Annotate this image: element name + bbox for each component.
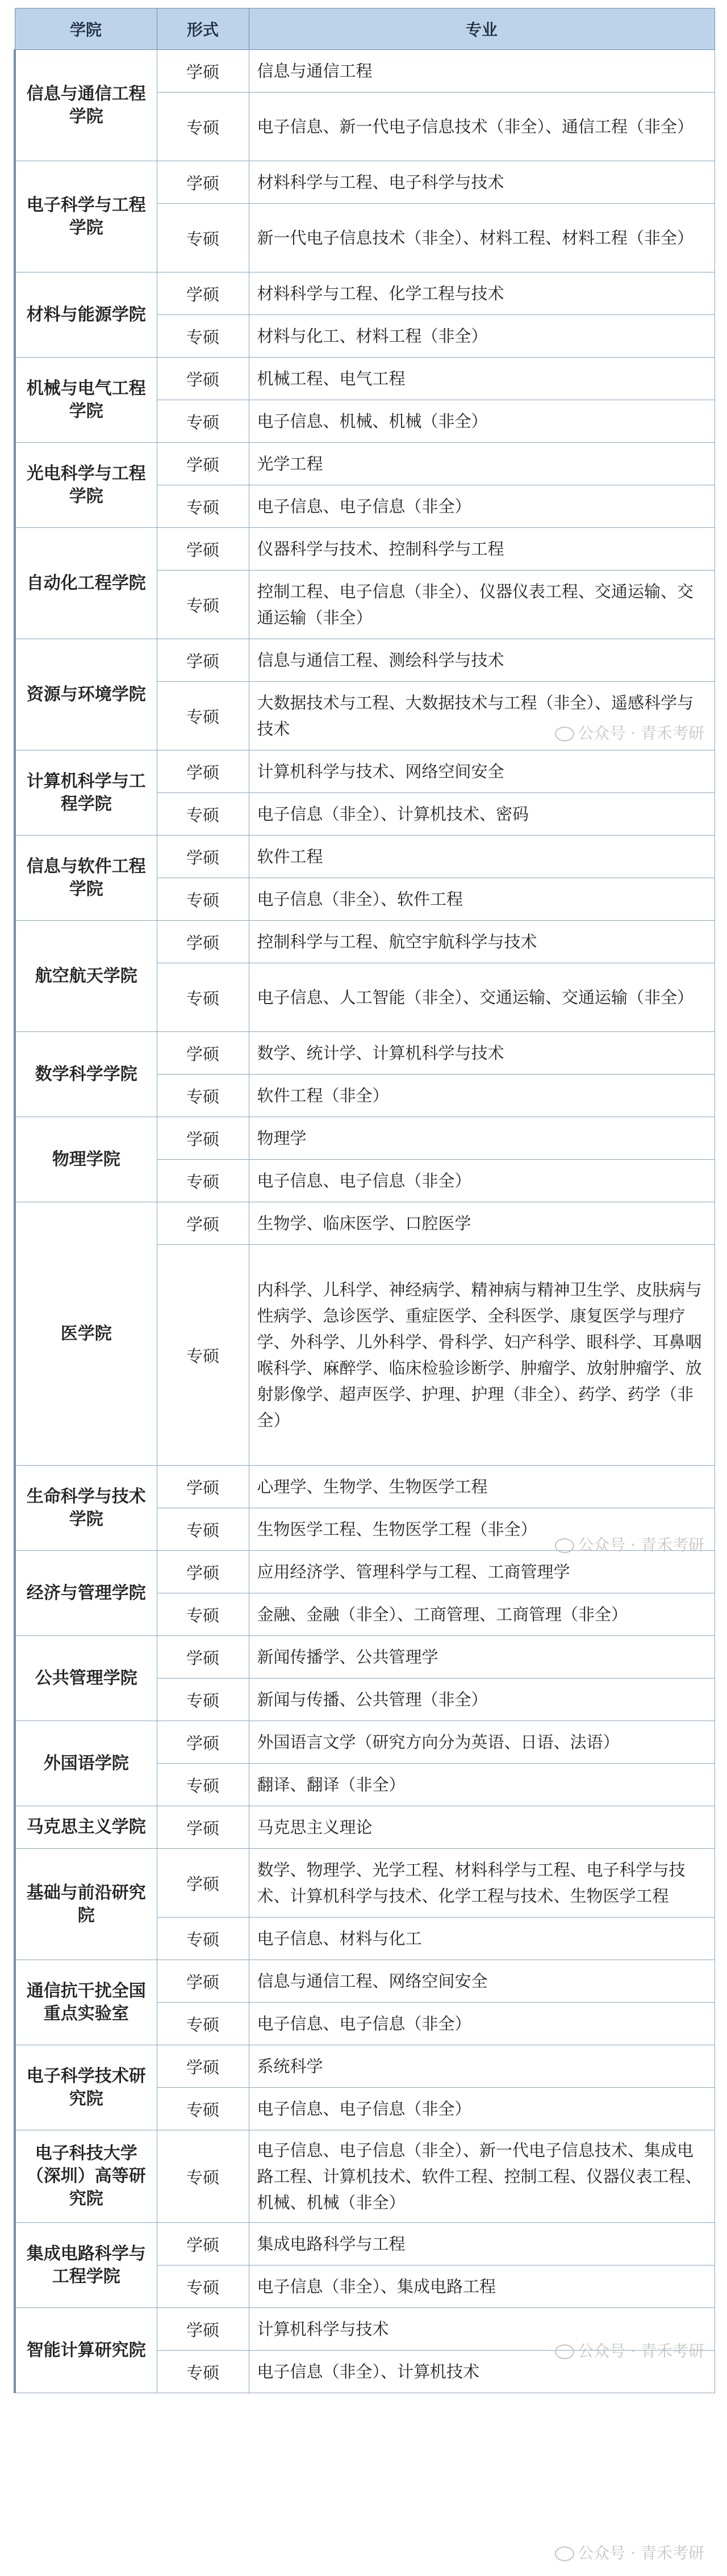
wechat-icon xyxy=(555,2546,574,2561)
major-list: 软件工程（非全） xyxy=(249,1075,715,1117)
table-header-row xyxy=(15,9,715,50)
college-name: 马克思主义学院 xyxy=(15,1806,157,1849)
table-row xyxy=(15,358,715,400)
watermark xyxy=(555,2541,704,2564)
major-list: 电子信息（非全）、软件工程 xyxy=(249,878,715,921)
major-table xyxy=(14,8,715,2393)
degree-form: 学硕 xyxy=(157,50,249,93)
degree-form: 学硕 xyxy=(157,272,249,315)
major-list: 电子信息（非全）、计算机技术 xyxy=(249,2351,715,2393)
major-list: 机械工程、电气工程 xyxy=(249,358,715,400)
college-name: 基础与前沿研究院 xyxy=(15,1849,157,1960)
table-row xyxy=(15,443,715,485)
major-list: 计算机科学与技术 xyxy=(249,2308,715,2351)
major-list: 计算机科学与技术、网络空间安全 xyxy=(249,750,715,793)
watermark-text: 公众号 · 青禾考研 xyxy=(578,2342,704,2360)
degree-form: 专硕 xyxy=(157,682,249,750)
major-list: 新闻与传播、公共管理（非全） xyxy=(249,1679,715,1721)
table-row xyxy=(15,2223,715,2265)
major-list: 生物医学工程、生物医学工程（非全） xyxy=(249,1508,715,1551)
major-list: 集成电路科学与工程 xyxy=(249,2223,715,2265)
major-list: 新一代电子信息技术（非全）、材料工程、材料工程（非全） xyxy=(249,204,715,272)
table-row xyxy=(15,1032,715,1075)
degree-form: 专硕 xyxy=(157,485,249,528)
watermark-text: 公众号 · 青禾考研 xyxy=(578,724,704,742)
degree-form: 学硕 xyxy=(157,750,249,793)
major-list: 物理学 xyxy=(249,1117,715,1160)
degree-form: 专硕 xyxy=(157,963,249,1032)
college-name: 计算机科学与工程学院 xyxy=(15,750,157,836)
degree-form: 学硕 xyxy=(157,443,249,485)
college-name: 信息与通信工程学院 xyxy=(15,50,157,161)
college-name: 生命科学与技术学院 xyxy=(15,1466,157,1551)
major-list: 电子信息、人工智能（非全）、交通运输、交通运输（非全） xyxy=(249,963,715,1032)
degree-form: 专硕 xyxy=(157,1245,249,1466)
major-list: 数学、统计学、计算机科学与技术 xyxy=(249,1032,715,1075)
major-list: 电子信息（非全）、集成电路工程 xyxy=(249,2265,715,2308)
table-row xyxy=(15,161,715,204)
degree-form: 专硕 xyxy=(157,2003,249,2045)
degree-form: 专硕 xyxy=(157,1593,249,1636)
degree-form: 学硕 xyxy=(157,921,249,963)
major-list: 电子信息、电子信息（非全） xyxy=(249,2088,715,2130)
degree-form: 专硕 xyxy=(157,1075,249,1117)
major-list: 内科学、儿科学、神经病学、精神病与精神卫生学、皮肤病与性病学、急诊医学、重症医学、全科医学、康复医学与理疗学、外科学、儿外科学、骨科学、妇产科学、眼科学、耳鼻咽喉科学、麻醉学、临床检验诊断学、肿瘤学、放射肿瘤学、放射影像学、超声医学、护理、护理（非全）、药学、药学（非全） xyxy=(249,1245,715,1466)
degree-form: 专硕 xyxy=(157,315,249,358)
table-row xyxy=(15,50,715,93)
college-name: 公共管理学院 xyxy=(15,1636,157,1721)
college-name: 电子科技大学（深圳）高等研究院 xyxy=(15,2130,157,2223)
major-list: 信息与通信工程、测绘科学与技术 xyxy=(249,639,715,682)
college-name: 医学院 xyxy=(15,1202,157,1466)
table-row xyxy=(15,1117,715,1160)
degree-form: 学硕 xyxy=(157,2223,249,2265)
table-row xyxy=(15,1721,715,1764)
degree-form: 专硕 xyxy=(157,204,249,272)
table-row xyxy=(15,639,715,682)
college-name: 数学科学学院 xyxy=(15,1032,157,1117)
college-name: 外国语学院 xyxy=(15,1721,157,1806)
college-name: 集成电路科学与工程学院 xyxy=(15,2223,157,2308)
college-name: 智能计算研究院 xyxy=(15,2308,157,2393)
degree-form: 专硕 xyxy=(157,2088,249,2130)
college-name: 电子科学技术研究院 xyxy=(15,2045,157,2130)
table-row xyxy=(15,1849,715,1918)
major-list: 电子信息、电子信息（非全） xyxy=(249,2003,715,2045)
major-list: 控制工程、电子信息（非全）、仪器仪表工程、交通运输、交通运输（非全） xyxy=(249,570,715,639)
major-list: 电子信息、材料与化工 xyxy=(249,1918,715,1960)
table-row xyxy=(15,2308,715,2351)
major-list: 软件工程 xyxy=(249,836,715,878)
college-name: 材料与能源学院 xyxy=(15,272,157,358)
degree-form: 专硕 xyxy=(157,1764,249,1806)
table-row xyxy=(15,1960,715,2003)
major-list: 材料与化工、材料工程（非全） xyxy=(249,315,715,358)
degree-form: 学硕 xyxy=(157,528,249,570)
major-list: 材料科学与工程、电子科学与技术 xyxy=(249,161,715,204)
major-list: 电子信息、新一代电子信息技术（非全）、通信工程（非全） xyxy=(249,93,715,161)
college-name: 自动化工程学院 xyxy=(15,528,157,639)
watermark-text: 公众号 · 青禾考研 xyxy=(578,2544,704,2562)
header-major: 专业 xyxy=(249,9,715,50)
degree-form: 专硕 xyxy=(157,570,249,639)
major-list: 控制科学与工程、航空宇航科学与技术 xyxy=(249,921,715,963)
major-list: 仪器科学与技术、控制科学与工程 xyxy=(249,528,715,570)
table-row xyxy=(15,1806,715,1849)
major-list: 心理学、生物学、生物医学工程 xyxy=(249,1466,715,1508)
major-list: 马克思主义理论 xyxy=(249,1806,715,1849)
major-list: 外国语言文学（研究方向分为英语、日语、法语） xyxy=(249,1721,715,1764)
degree-form: 学硕 xyxy=(157,1806,249,1849)
major-list: 光学工程 xyxy=(249,443,715,485)
degree-form: 专硕 xyxy=(157,878,249,921)
degree-form: 学硕 xyxy=(157,358,249,400)
major-list: 信息与通信工程、网络空间安全 xyxy=(249,1960,715,2003)
degree-form: 专硕 xyxy=(157,1160,249,1202)
degree-form: 学硕 xyxy=(157,1202,249,1245)
degree-form: 专硕 xyxy=(157,2265,249,2308)
header-form: 形式 xyxy=(157,9,249,50)
degree-form: 学硕 xyxy=(157,1636,249,1679)
degree-form: 学硕 xyxy=(157,1466,249,1508)
degree-form: 专硕 xyxy=(157,2351,249,2393)
college-name: 电子科学与工程学院 xyxy=(15,161,157,272)
degree-form: 学硕 xyxy=(157,836,249,878)
degree-form: 学硕 xyxy=(157,161,249,204)
college-name: 信息与软件工程学院 xyxy=(15,836,157,921)
college-name: 光电科学与工程学院 xyxy=(15,443,157,528)
college-name: 航空航天学院 xyxy=(15,921,157,1032)
major-list: 应用经济学、管理科学与工程、工商管理学 xyxy=(249,1551,715,1593)
degree-form: 专硕 xyxy=(157,400,249,443)
degree-form: 学硕 xyxy=(157,2308,249,2351)
table-row xyxy=(15,921,715,963)
degree-form: 学硕 xyxy=(157,1032,249,1075)
major-list: 翻译、翻译（非全） xyxy=(249,1764,715,1806)
degree-form: 专硕 xyxy=(157,1508,249,1551)
degree-form: 学硕 xyxy=(157,1117,249,1160)
college-name: 机械与电气工程学院 xyxy=(15,358,157,443)
table-row xyxy=(15,1551,715,1593)
major-list: 数学、物理学、光学工程、材料科学与工程、电子科学与技术、计算机科学与技术、化学工程与技术、生物医学工程 xyxy=(249,1849,715,1918)
table-row xyxy=(15,1466,715,1508)
major-list: 系统科学 xyxy=(249,2045,715,2088)
major-list: 电子信息、电子信息（非全） xyxy=(249,1160,715,1202)
degree-form: 学硕 xyxy=(157,1849,249,1918)
major-list: 电子信息、电子信息（非全）、新一代电子信息技术、集成电路工程、计算机技术、软件工程、控制工程、仪器仪表工程、机械、机械（非全） xyxy=(249,2130,715,2223)
header-college: 学院 xyxy=(15,9,157,50)
major-list: 电子信息、机械、机械（非全） xyxy=(249,400,715,443)
table-row xyxy=(15,2045,715,2088)
degree-form: 学硕 xyxy=(157,1551,249,1593)
table-row xyxy=(15,2130,715,2223)
college-name: 通信抗干扰全国重点实验室 xyxy=(15,1960,157,2045)
table-row xyxy=(15,750,715,793)
major-list: 新闻传播学、公共管理学 xyxy=(249,1636,715,1679)
degree-form: 专硕 xyxy=(157,93,249,161)
degree-form: 专硕 xyxy=(157,793,249,836)
table-row xyxy=(15,836,715,878)
major-list: 电子信息（非全）、计算机技术、密码 xyxy=(249,793,715,836)
watermark-text: 公众号 · 青禾考研 xyxy=(578,1535,704,1554)
table-body xyxy=(15,50,715,2393)
degree-form: 学硕 xyxy=(157,1721,249,1764)
table-row xyxy=(15,1202,715,1245)
table-row xyxy=(15,528,715,570)
degree-form: 专硕 xyxy=(157,2130,249,2223)
table-row xyxy=(15,272,715,315)
major-list: 信息与通信工程 xyxy=(249,50,715,93)
major-list: 材料科学与工程、化学工程与技术 xyxy=(249,272,715,315)
college-name: 物理学院 xyxy=(15,1117,157,1202)
major-list: 金融、金融（非全）、工商管理、工商管理（非全） xyxy=(249,1593,715,1636)
degree-form: 学硕 xyxy=(157,1960,249,2003)
degree-form: 专硕 xyxy=(157,1679,249,1721)
major-table-container xyxy=(14,8,713,2393)
degree-form: 学硕 xyxy=(157,2045,249,2088)
college-name: 经济与管理学院 xyxy=(15,1551,157,1636)
degree-form: 专硕 xyxy=(157,1918,249,1960)
major-list: 大数据技术与工程、大数据技术与工程（非全）、遥感科学与技术 xyxy=(249,682,715,750)
major-list: 生物学、临床医学、口腔医学 xyxy=(249,1202,715,1245)
table-row xyxy=(15,1636,715,1679)
college-name: 资源与环境学院 xyxy=(15,639,157,750)
major-list: 电子信息、电子信息（非全） xyxy=(249,485,715,528)
degree-form: 学硕 xyxy=(157,639,249,682)
